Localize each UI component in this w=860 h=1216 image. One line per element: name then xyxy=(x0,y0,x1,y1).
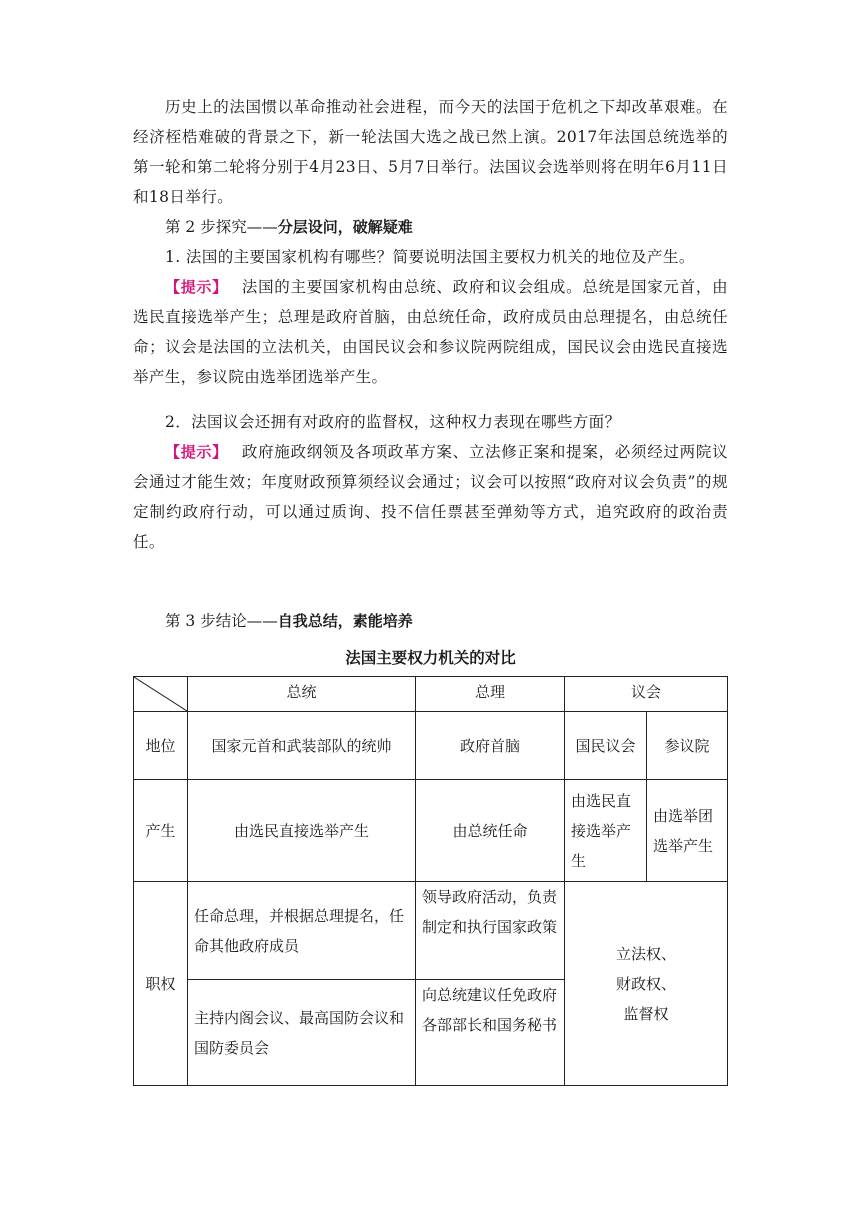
table-row xyxy=(134,780,728,882)
intro-paragraph: 历史上的法国惯以革命推动社会进程，而今天的法国于危机之下却改革艰难。在经济桎梏难破的背景之下，新一轮法国大选之战已然上演。2017年法国总统选举的第一轮和第二轮将分别于4月23日、5月7日举行。法国议会选举则将在明年6月11日和18日举行。 xyxy=(133,98,728,206)
table-row xyxy=(134,882,728,980)
cell-status-national-assembly: 国民议会 xyxy=(565,712,647,780)
cell-power-parliament xyxy=(565,882,728,1086)
hint-tag: 【提示】 xyxy=(165,278,228,296)
comparison-table xyxy=(133,676,728,1086)
hint-tag: 【提示】 xyxy=(165,443,228,461)
row-label-origin: 产生 xyxy=(134,780,188,882)
step2-heading xyxy=(165,212,413,242)
cell-origin-senate: 由选举团选举产生 xyxy=(647,780,728,882)
question-1: 1. 法国的主要国家机构有哪些？简要说明法国主要权力机关的地位及产生。 xyxy=(165,248,695,266)
answer-1 xyxy=(133,272,728,392)
cell-power-president-2: 主持内阁会议、最高国防会议和国防委员会 xyxy=(188,980,416,1086)
row-label-power: 职权 xyxy=(134,882,188,1086)
parliament-power-1: 立法权、 xyxy=(616,944,677,963)
step3-prefix: 第 3 步结论—— xyxy=(165,612,278,630)
cell-power-premier-2: 向总统建议任免政府各部部长和国务秘书 xyxy=(416,980,565,1086)
table-row xyxy=(134,712,728,780)
cell-origin-national-assembly: 由选民直接选举产生 xyxy=(565,780,647,882)
parliament-power-2: 财政权、 xyxy=(616,974,677,993)
step2-title: 分层设问，破解疑难 xyxy=(277,218,413,236)
row-label-status: 地位 xyxy=(134,712,188,780)
cell-status-president: 国家元首和武装部队的统帅 xyxy=(188,712,416,780)
answer-1-text: 法国的主要国家机构由总统、政府和议会组成。总统是国家元首，由选民直接选举产生；总理是政府首脑，由总统任命，政府成员由总理提名，由总统任命；议会是法国的立法机关，由国民议会和参议院两院组成，国民议会由选民直接选举产生，参议院由选举团选举产生。 xyxy=(133,278,728,386)
table-caption: 法国主要权力机关的对比 xyxy=(345,649,516,667)
answer-2 xyxy=(133,437,728,557)
corner-cell xyxy=(134,677,188,712)
cell-status-senate: 参议院 xyxy=(647,712,728,780)
cell-power-president-1: 任命总理，并根据总理提名，任命其他政府成员 xyxy=(188,882,416,980)
step2-prefix: 第 2 步探究—— xyxy=(165,218,278,236)
cell-origin-premier: 由总统任命 xyxy=(416,780,565,882)
header-premier: 总理 xyxy=(416,677,565,712)
answer-2-text: 政府施政纲领及各项政革方案、立法修正案和提案，必须经过两院议会通过才能生效；年度财政预算须经议会通过；议会可以按照“政府对议会负责”的规定制约政府行动，可以通过质询、投不信任票甚至弹劾等方式，追究政府的政治责任。 xyxy=(133,443,728,551)
header-parliament: 议会 xyxy=(565,677,728,712)
parliament-power-3: 监督权 xyxy=(623,1004,669,1023)
cell-status-premier: 政府首脑 xyxy=(416,712,565,780)
step3-heading xyxy=(165,606,413,636)
step3-title: 自我总结，素能培养 xyxy=(277,612,413,630)
diagonal-line xyxy=(134,677,187,711)
table-header-row xyxy=(134,677,728,712)
cell-origin-president: 由选民直接选举产生 xyxy=(188,780,416,882)
header-president: 总统 xyxy=(188,677,416,712)
question-2: 2．法国议会还拥有对政府的监督权，这种权力表现在哪些方面？ xyxy=(165,413,621,431)
cell-power-premier-1: 领导政府活动，负责制定和执行国家政策 xyxy=(416,882,565,980)
